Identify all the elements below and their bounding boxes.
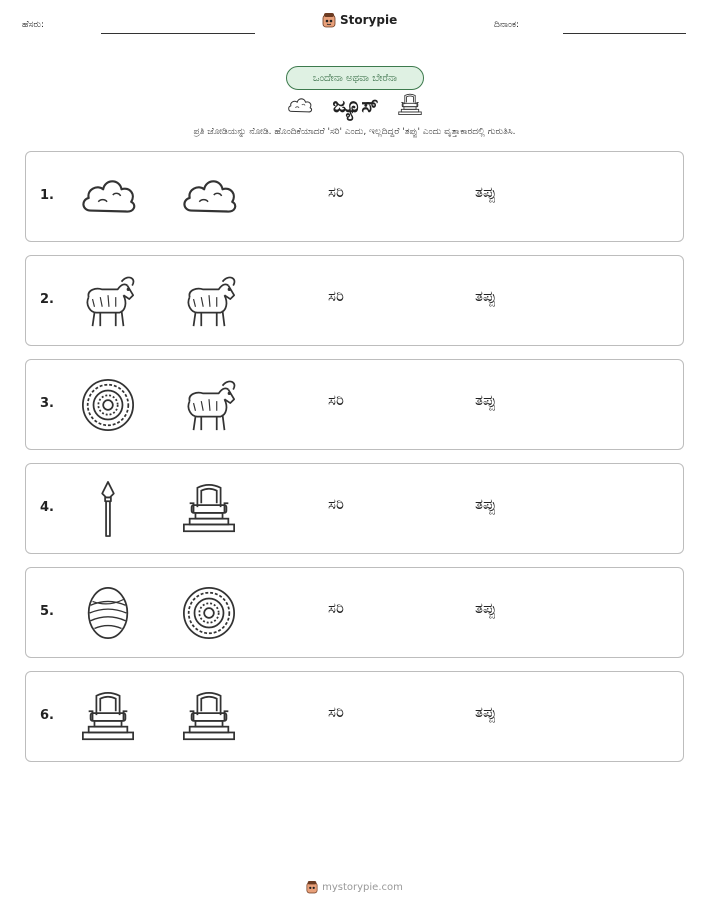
option-no[interactable]: ತಪ್ಪು <box>475 599 497 617</box>
throne-icon <box>397 92 423 118</box>
question-number: 1. <box>40 188 54 203</box>
cloud-icon <box>286 94 314 116</box>
option-no[interactable]: ತಪ್ಪು <box>475 183 497 201</box>
storypie-mascot-icon <box>306 880 318 894</box>
option-no[interactable]: ತಪ್ಪು <box>475 287 497 305</box>
storypie-mascot-icon <box>322 12 336 28</box>
instructions: ಪ್ರತಿ ಜೋಡಿಯನ್ನು ನೋಡಿ. ಹೊಂದಿಕೆಯಾದರೆ 'ಸರಿ' ಎಂದು, ಇಲ್ಲದಿದ್ದರೆ 'ತಪ್ಪು' ಎಂದು ವೃತ್ತಾಕಾರದಲ್ಲಿ ಗುರುತಿಸಿ. <box>193 127 516 137</box>
option-no[interactable]: ತಪ್ಪು <box>475 703 497 721</box>
option-no[interactable]: ತಪ್ಪು <box>475 391 497 409</box>
question-number: 3. <box>40 396 54 411</box>
option-no[interactable]: ತಪ್ಪು <box>475 495 497 513</box>
goat-icon <box>79 272 137 330</box>
question-row <box>25 255 684 346</box>
option-yes[interactable]: ಸರಿ <box>328 703 344 721</box>
brand-name: Storypie <box>340 13 398 27</box>
page-title: ಜ್ಯೂಸ್ <box>332 93 379 117</box>
question-number: 2. <box>40 292 54 307</box>
worksheet-type-badge: ಒಂದೇನಾ ಅಥವಾ ಬೇರೆನಾ <box>286 66 424 90</box>
option-yes[interactable]: ಸರಿ <box>328 599 344 617</box>
name-label: ಹೆಸರು: <box>22 20 45 30</box>
question-number: 6. <box>40 708 54 723</box>
option-yes[interactable]: ಸರಿ <box>328 287 344 305</box>
shield-icon <box>180 584 238 642</box>
shield-icon <box>79 376 137 434</box>
question-row <box>25 359 684 450</box>
date-label: ದಿನಾಂಕ: <box>494 20 520 30</box>
throne-icon <box>180 480 238 538</box>
cloud-icon <box>79 168 137 226</box>
throne-icon <box>79 688 137 746</box>
goat-icon <box>180 272 238 330</box>
option-yes[interactable]: ಸರಿ <box>328 183 344 201</box>
cloud-icon <box>180 168 238 226</box>
question-number: 4. <box>40 500 54 515</box>
brand-logo <box>322 12 397 28</box>
footer <box>0 880 709 894</box>
question-row <box>25 463 684 554</box>
option-yes[interactable]: ಸರಿ <box>328 391 344 409</box>
title-row <box>0 92 709 118</box>
question-row <box>25 151 684 242</box>
name-line[interactable] <box>101 33 255 34</box>
spear-icon <box>79 480 137 538</box>
footer-site[interactable]: mystorypie.com <box>322 881 403 893</box>
question-row <box>25 671 684 762</box>
question-number: 5. <box>40 604 54 619</box>
date-line[interactable] <box>563 33 686 34</box>
option-yes[interactable]: ಸರಿ <box>328 495 344 513</box>
fleece-icon <box>79 584 137 642</box>
question-row <box>25 567 684 658</box>
goat-icon <box>180 376 238 434</box>
throne-icon <box>180 688 238 746</box>
